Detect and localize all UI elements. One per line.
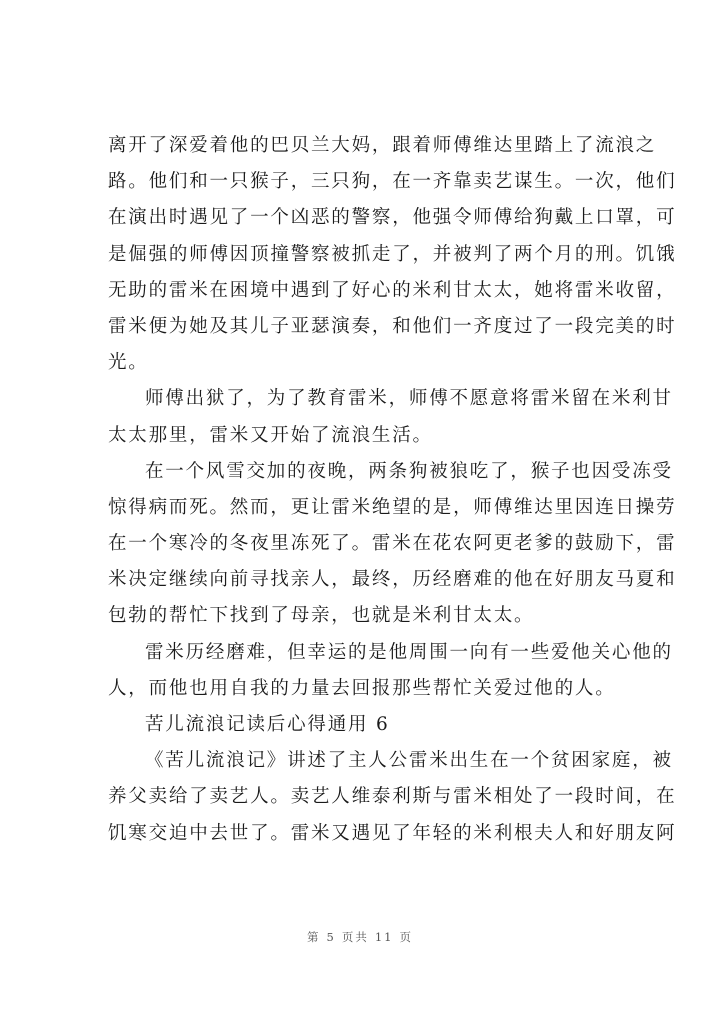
footer-total-pages: 11 [374,930,394,944]
text-line: 养父卖给了卖艺人。卖艺人维泰利斯与雷米相处了一段时间，在 [108,786,677,808]
footer-suffix: 页 [399,930,413,944]
text-line: 包勃的帮忙下找到了母亲，也就是米利甘太太。 [108,605,535,627]
text-line: 是倔强的师傅因顶撞警察被抓走了，并被判了两个月的刑。饥饿 [108,243,677,265]
text-line: 雷米便为她及其儿子亚瑟演奏，和他们一齐度过了一段完美的时 [108,315,677,337]
text-line: 师傅出狱了，为了教育雷米，师傅不愿意将雷米留在米利甘 [145,388,673,410]
text-line: 人，而他也用自我的力量去回报那些帮忙关爱过他的人。 [108,677,616,699]
body-text [108,128,677,852]
text-line: 雷米历经磨难，但幸运的是他周围一向有一些爱他关心他的 [145,641,673,663]
page-footer [0,929,720,945]
text-line: 苦儿流浪记读后心得通用 6 [145,714,390,735]
text-line: 离开了深爱着他的巴贝兰大妈，跟着师傅维达里踏上了流浪之 [108,135,657,156]
text-line: 无助的雷米在困境中遇到了好心的米利甘太太，她将雷米收留， [108,279,677,301]
text-line: 米决定继续向前寻找亲人，最终，历经磨难的他在好朋友马夏和 [108,569,677,591]
footer-prefix: 第 [307,930,321,944]
text-line: 饥寒交迫中去世了。雷米又遇见了年轻的米利根夫人和好朋友阿 [108,822,677,844]
text-line: 在演出时遇见了一个凶恶的警察，他强令师傅给狗戴上口罩，可 [108,207,677,229]
text-line: 惊得病而死。然而，更让雷米绝望的是，师傅维达里因连日操劳 [108,496,677,518]
footer-page-number: 5 [326,930,336,944]
text-line: 光。 [108,352,149,374]
text-line: 在一个寒冷的冬夜里冻死了。雷米在花农阿更老爹的鼓励下，雷 [108,533,677,555]
text-line: 太太那里，雷米又开始了流浪生活。 [108,424,433,446]
footer-middle: 页共 [341,930,369,944]
text-line: 路。他们和一只猴子，三只狗，在一齐靠卖艺谋生。一次，他们 [108,171,677,193]
text-line: 《苦儿流浪记》讲述了主人公雷米出生在一个贫困家庭，被 [145,750,673,772]
text-line: 在一个风雪交加的夜晚，两条狗被狼吃了，猴子也因受冻受 [145,460,673,482]
